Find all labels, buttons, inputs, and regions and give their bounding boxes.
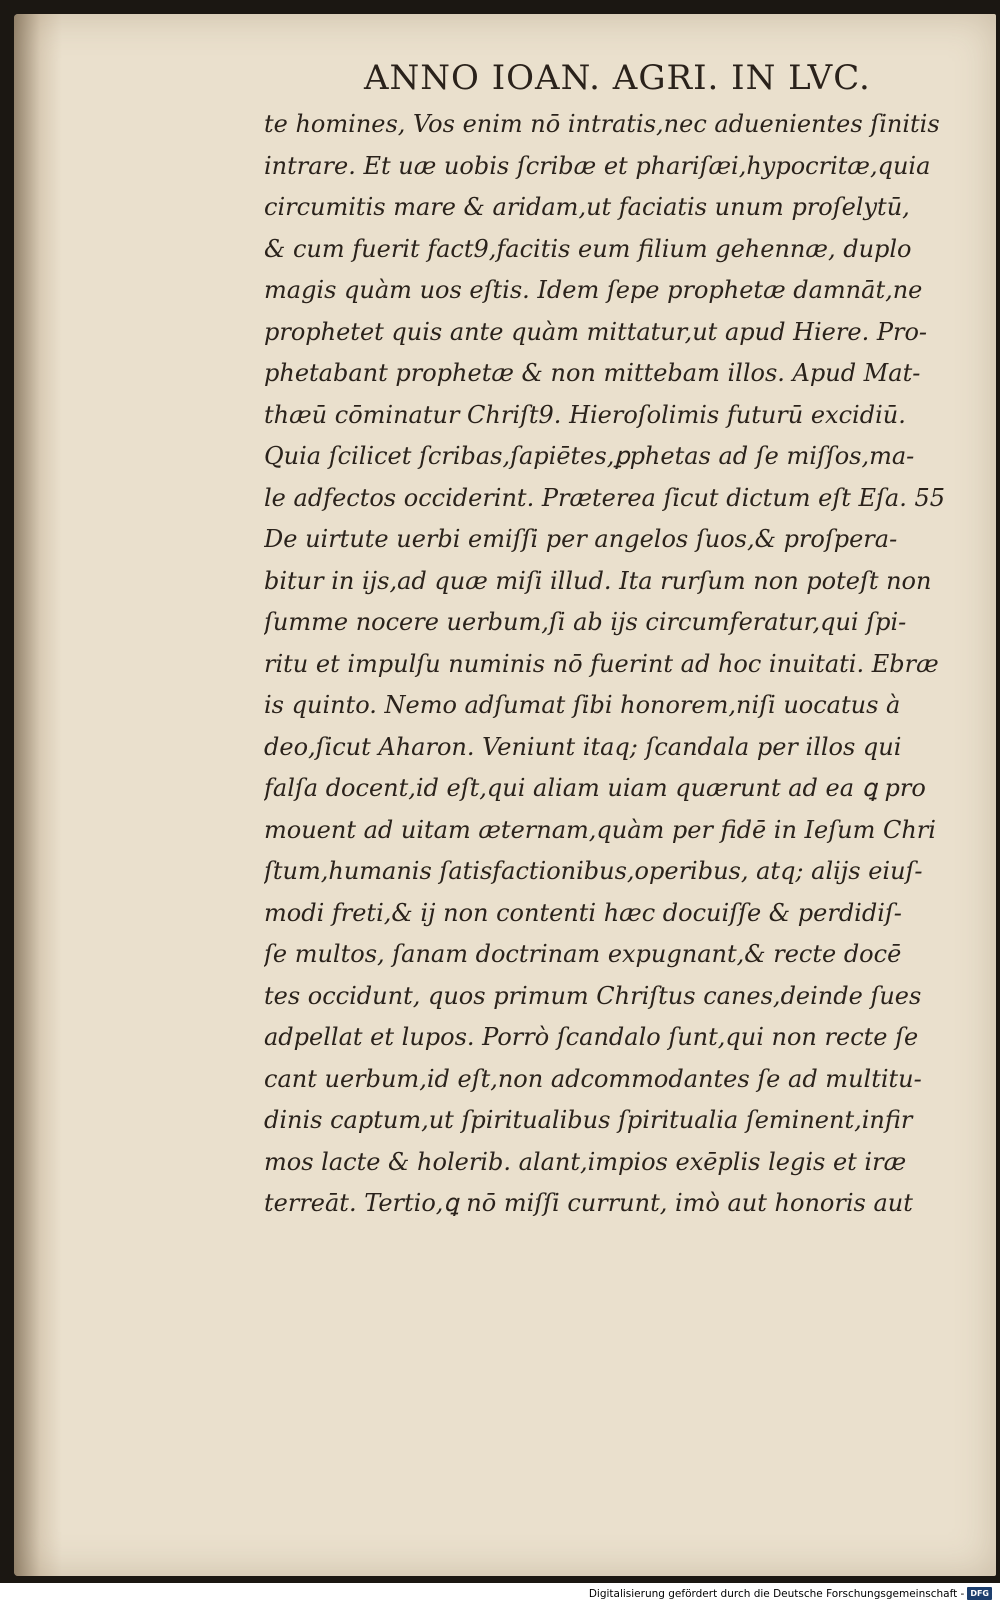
text-line: Quia ſcilicet ſcribas,ſapiētes,ꝑphetas ad ſe miſſos,ma- [264,442,915,470]
credit-text: Digitalisierung gefördert durch die Deutsche Forschungsgemeinschaft - [588,1587,965,1600]
text-line: ſumme nocere uerbum,ſi ab ijs circumferatur,qui ſpi- [264,608,907,636]
text-line: modi freti,& ij non contenti hæc docuiſſe & perdidiſ- [264,898,902,927]
text-line: cant uerbum,id eſt,non adcommodantes ſe ad multitu- [264,1064,922,1093]
text-line: thæū cōminatur Chriſt9. Hieroſolimis futurū excidiū. [264,400,906,429]
dfg-logo: DFG [967,1587,992,1600]
text-line: intrare. Et uæ uobis ſcribæ et phariſæi,hypocritæ,quia [264,151,931,180]
text-line: terreāt. Tertio,ꝗ nō miſſi currunt, imò aut honoris aut [264,1189,913,1217]
text-line: mouent ad uitam æternam,quàm per fidē in Ieſum Chri [264,815,936,844]
text-line: dinis captum,ut ſpiritualibus ſpiritualia ſeminent,infir [264,1106,913,1134]
text-line: is quinto. Nemo adſumat ſibi honorem,niſi uocatus à [264,691,901,719]
running-header: ANNO IOAN. AGRI. IN LVC. [364,58,871,98]
text-line: De uirtute uerbi emiſſi per angelos ſuos,& proſpera- [264,525,898,553]
text-line: deo,ſicut Aharon. Veniunt itaq; ſcandala per illos qui [264,732,902,761]
text-line: adpellat et lupos. Porrò ſcandalo ſunt,qui non recte ſe [264,1023,919,1051]
page-gutter-shadow [14,14,62,1576]
text-line: bitur in ijs,ad quæ miſi illud. Ita rurſum non poteſt non [264,566,932,595]
text-line: tes occidunt, quos primum Chriſtus canes,deinde ſues [264,981,922,1010]
digitization-credit [589,1587,992,1600]
text-line: prophetet quis ante quàm mittatur,ut apud Hiere. Pro- [264,317,927,346]
text-line: falſa docent,id eſt,qui aliam uiam quærunt ad ea ꝗ pro [264,774,926,802]
text-line: ſtum,humanis ſatisfactionibus,operibus, atq; alijs eiuſ- [264,857,923,885]
text-line: phetabant prophetæ & non mittebam illos. Apud Mat- [264,359,921,387]
text-line: & cum fuerit fact9,facitis eum filium gehennæ, duplo [264,234,912,263]
text-line: mos lacte & holerib. alant,impios exēplis legis et iræ [264,1147,907,1176]
body-text [264,104,978,1225]
text-line: te homines, Vos enim nō intratis,nec aduenientes ſinitis [264,110,940,138]
text-line: ſe multos, ſanam doctrinam expugnant,& recte docē [264,940,902,968]
text-line: circumitis mare & aridam,ut faciatis unum proſelytū, [264,193,910,221]
text-line: magis quàm uos eſtis. Idem ſepe prophetæ damnāt,ne [264,276,923,304]
text-line: le adfectos occiderint. Præterea ſicut dictum eſt Eſa. 55 [264,483,946,512]
text-line: ritu et impulſu numinis nō fuerint ad hoc inuitati. Ebræ [264,649,939,678]
